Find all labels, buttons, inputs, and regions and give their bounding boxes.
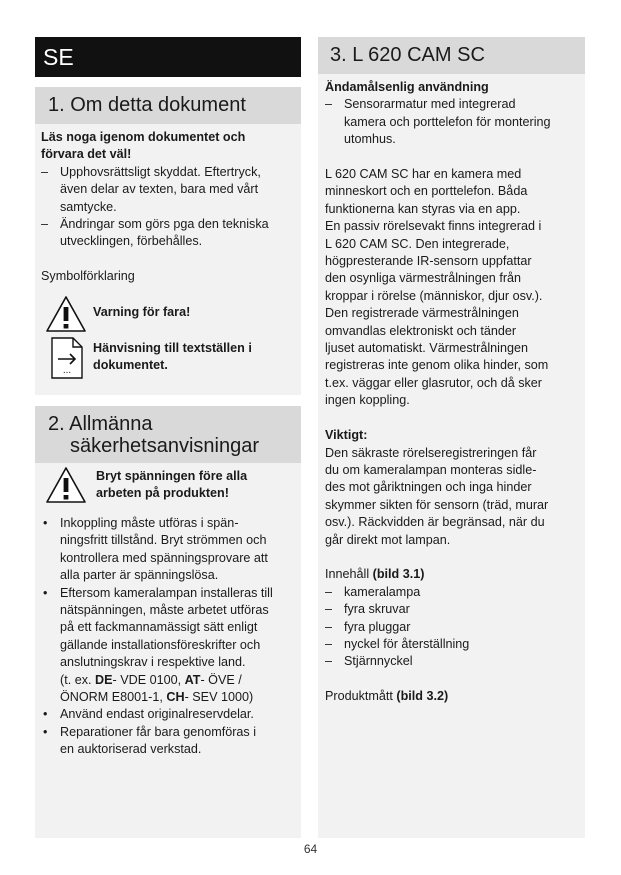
important-line: du om kameralampan monteras sidle- xyxy=(325,462,537,477)
product-description xyxy=(325,166,583,410)
description-line: den osynliga värmestrålningen från xyxy=(325,271,522,286)
section-3-panel xyxy=(318,37,585,838)
intro-bold-text xyxy=(41,129,299,164)
description-line: högpresterande IR-sensorn uppfattar xyxy=(325,254,532,269)
description-line: L 620 CAM SC. Den integrerade, xyxy=(325,236,510,251)
intro-line: Läs noga igenom dokumentet och xyxy=(41,130,246,144)
list-item-line: på ett fackmannamässigt sätt enligt xyxy=(60,620,258,635)
dimensions-heading xyxy=(325,688,583,705)
contents-list xyxy=(325,584,583,671)
document-reference-icon xyxy=(51,337,83,379)
heading-line: säkerhetsanvisningar xyxy=(70,435,259,457)
list-item-line: även delar av texten, bara med vårt xyxy=(60,182,259,197)
important-heading: Viktigt: xyxy=(325,428,368,443)
list-item-line: kontrollera med spänningsprovare att xyxy=(60,550,268,565)
description-line: L 620 CAM SC har en kamera med xyxy=(325,167,522,182)
warning-line: Bryt spänningen före alla xyxy=(96,469,248,483)
description-line: En passiv rörelsevakt finns integrerad i xyxy=(325,219,542,234)
list-item: – nyckel för återställning xyxy=(325,636,583,653)
important-line: osv.). Räckvidden är begränsad, när du xyxy=(325,515,545,530)
warning-label: Varning för fara! xyxy=(93,305,191,319)
description-line: ingen koppling. xyxy=(325,393,410,408)
list-item xyxy=(41,164,299,216)
dimensions-figure-ref: (bild 3.2) xyxy=(396,689,449,704)
description-line: t.ex. väggar eller glasrutor, och då sker xyxy=(325,375,543,390)
section-1-heading: 1. Om detta dokument xyxy=(35,87,301,124)
list-item-line: • Använd endast originalreservdelar. xyxy=(60,707,254,722)
list-item-line: utvecklingen, förbehålles. xyxy=(60,234,203,249)
warning-line: arbeten på produkten! xyxy=(96,486,229,501)
list-item-line: gällande installationsföreskrifter och xyxy=(60,637,261,652)
list-item-line: utomhus. xyxy=(344,132,396,147)
safety-instructions-list xyxy=(41,515,299,759)
list-item-line: • Inkoppling måste utföras i spän- xyxy=(60,516,239,530)
page-number: 64 xyxy=(303,842,318,856)
list-item-line: alla parter är spänningslösa. xyxy=(60,568,219,583)
description-line: omvandlas elektroniskt och tänder xyxy=(325,323,517,338)
document-notes-list xyxy=(41,164,299,251)
list-item: – Stjärnnyckel xyxy=(325,653,583,670)
section-2-heading xyxy=(35,406,301,463)
list-item: – fyra pluggar xyxy=(325,619,583,636)
list-item-line: en auktoriserad verkstad. xyxy=(60,742,202,757)
symbols-heading: Symbolförklaring xyxy=(41,269,135,283)
list-item xyxy=(325,96,583,148)
norms-line xyxy=(60,689,299,706)
list-item-line: – Sensorarmatur med integrerad xyxy=(344,97,516,112)
description-line: ljuset automatiskt. Värmestrålningen xyxy=(325,341,528,356)
important-text xyxy=(325,445,583,549)
contents-label: Innehåll xyxy=(325,567,373,582)
power-off-warning xyxy=(96,468,247,503)
country-code-at: AT xyxy=(184,672,201,687)
purpose-heading: Ändamålsenlig användning xyxy=(325,80,489,94)
heading-line: 2. Allmänna xyxy=(48,413,153,435)
reference-line: dokumentet. xyxy=(93,358,168,373)
important-line: går direkt mot lampan. xyxy=(325,532,451,547)
reference-label xyxy=(93,340,252,375)
list-item xyxy=(41,724,299,759)
description-line: minneskort och en porttelefon. Båda xyxy=(325,184,528,199)
list-item xyxy=(41,706,299,723)
warning-triangle-icon xyxy=(45,466,87,504)
intro-line: förvara det väl! xyxy=(41,147,132,162)
important-line: des mot gåriktningen och inga hinder xyxy=(325,480,532,495)
list-item-line: • Reparationer får bara genomföras i xyxy=(60,724,257,739)
list-item-line: nätspänningen, måste arbetet utföras xyxy=(60,603,269,618)
country-code-de: DE xyxy=(95,672,113,687)
norms-text: (t. ex. xyxy=(60,672,95,687)
list-item-line: – Upphovsrättsligt skyddat. Eftertryck, xyxy=(60,164,261,179)
list-item: – fyra skruvar xyxy=(325,601,583,618)
important-line: Den säkraste rörelseregistreringen får xyxy=(325,445,537,460)
list-item-line: samtycke. xyxy=(60,199,117,214)
list-item xyxy=(41,515,299,585)
contents-figure-ref: (bild 3.1) xyxy=(372,567,425,582)
svg-text:...: ... xyxy=(62,365,72,376)
norms-text: ÖNORM E8001-1, xyxy=(60,690,167,705)
list-item-line: • Eftersom kameralampan installeras till xyxy=(60,585,273,600)
description-line: kroppar i rörelse (människor, djur osv.). xyxy=(325,288,543,303)
list-item xyxy=(41,216,299,251)
dimensions-label: Produktmått xyxy=(325,689,397,704)
section-3-heading: 3. L 620 CAM SC xyxy=(318,37,585,74)
norms-line xyxy=(60,672,299,689)
reference-line: Hänvisning till textställen i xyxy=(93,341,252,355)
list-item-line: kamera och porttelefon för montering xyxy=(344,114,551,129)
list-item xyxy=(41,585,299,707)
section-1-panel xyxy=(35,87,301,395)
purpose-list xyxy=(325,96,583,148)
section-2-panel xyxy=(35,406,301,838)
section-1-content xyxy=(41,129,299,251)
important-line: skymmer sikten för sensorn (träd, murar xyxy=(325,497,549,512)
list-item-line: anslutningskrav i respektive land. xyxy=(60,655,246,670)
norms-text: - SEV 1000) xyxy=(184,690,254,705)
list-item-line: ningsfritt tillstånd. Bryt strömmen och xyxy=(60,533,267,548)
contents-heading xyxy=(325,566,583,583)
norms-text: - VDE 0100, xyxy=(112,672,185,687)
norms-text: - ÖVE / xyxy=(200,672,242,687)
description-line: registreras inte genom olika hinder, som xyxy=(325,358,549,373)
warning-triangle-icon xyxy=(45,295,87,333)
list-item: – kameralampa xyxy=(325,584,583,601)
list-item-line: – Ändringar som görs pga den tekniska xyxy=(60,217,269,232)
description-line: funktionerna kan styras via en app. xyxy=(325,201,521,216)
section-3-content xyxy=(325,79,583,706)
language-tab: SE xyxy=(35,37,301,77)
description-line: Den registrerade värmestrålningen xyxy=(325,306,519,321)
country-code-ch: CH xyxy=(166,690,185,705)
